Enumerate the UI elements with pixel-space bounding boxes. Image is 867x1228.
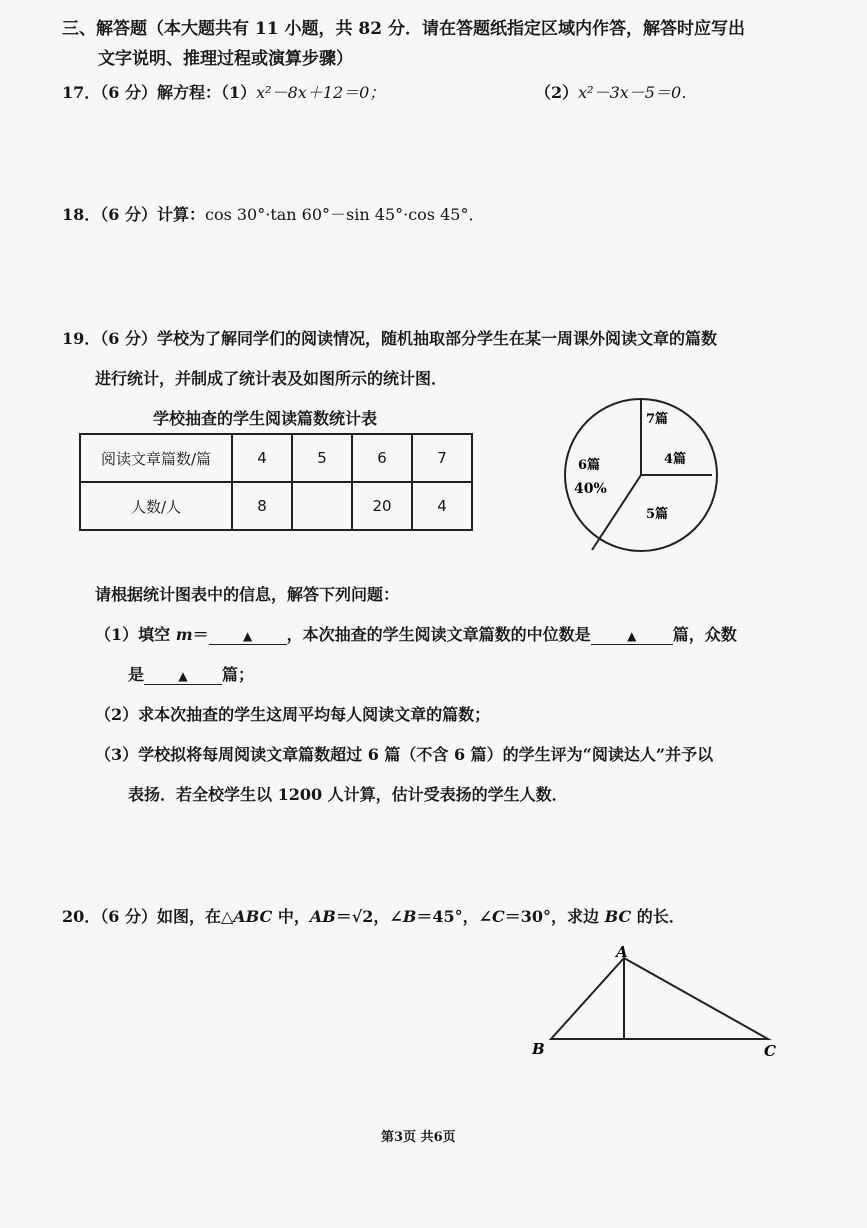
- pie-label-5: 5篇: [646, 507, 669, 522]
- q20-text-f: 的长．: [631, 907, 685, 926]
- page-footer: 第3页 共6页: [381, 1130, 456, 1145]
- q20-text-a: 20．（6 分）如图，在△: [62, 907, 234, 926]
- q20-text-e: ＝30°，求边: [504, 907, 605, 926]
- question-18-number: 18．（6 分）计算：: [62, 205, 205, 224]
- sub1-part-c: ，本次抽查的学生阅读文章篇数的中位数是: [286, 625, 591, 644]
- question-19-prompt: 请根据统计图表中的信息，解答下列问题：: [95, 585, 400, 604]
- question-19-sub3-line1: （3）学校拟将每周阅读文章篇数超过 6 篇（不含 6 篇）的学生评为“阅读达人”并予以: [95, 745, 714, 764]
- pie-label-7: 7篇: [646, 412, 669, 427]
- sub1-part-e: 是: [128, 665, 145, 684]
- answer-blank: [144, 665, 222, 685]
- table-cell: 4: [232, 434, 292, 482]
- sub1-part-f: 篇；: [222, 665, 255, 684]
- blank-triangle-mark: ▲: [243, 629, 253, 643]
- sub1-part-a: （1）填空: [95, 625, 176, 644]
- question-19-line1: 19．（6 分）学校为了解同学们的阅读情况，随机抽取部分学生在某一周课外阅读文章的篇数: [62, 329, 717, 348]
- table-row: [80, 434, 472, 482]
- section-heading-line2: 文字说明、推理过程或演算步骤）: [98, 49, 353, 69]
- sub1-variable-m: m: [175, 625, 193, 644]
- question-20: [62, 904, 685, 927]
- question-19-line2: 进行统计，并制成了统计表及如图所示的统计图．: [95, 369, 448, 388]
- pie-label-6: 6篇: [578, 458, 601, 473]
- question-17-part2-prefix: （2）: [535, 83, 579, 102]
- question-17-number: 17．（6 分）解方程：: [62, 83, 221, 102]
- sub1-part-d: 篇，众数: [672, 625, 737, 644]
- triangle-abc: [551, 958, 768, 1039]
- question-17-part2: [535, 80, 697, 103]
- pie-label-4: 4篇: [664, 452, 687, 467]
- answer-blank: [209, 625, 287, 645]
- pie-label-6-percent: 40%: [574, 481, 607, 497]
- vertex-label-b: B: [532, 1040, 545, 1058]
- question-18-expression: cos 30°·tan 60°－sin 45°·cos 45°．: [204, 205, 485, 224]
- table-cell: 20: [352, 482, 412, 530]
- q20-text-d: ＝45°，∠: [416, 907, 493, 926]
- table-row: [80, 482, 472, 530]
- q20-angle-b: B: [402, 907, 417, 926]
- vertex-label-a: A: [616, 943, 628, 961]
- q20-text-b: 中，: [272, 907, 310, 926]
- q20-segment-bc: BC: [604, 907, 632, 926]
- question-19-sub1: [95, 622, 737, 645]
- vertex-label-c: C: [764, 1042, 776, 1060]
- triangle-abc-figure: [520, 935, 790, 1065]
- q20-triangle-name: ABC: [233, 907, 273, 926]
- section-heading-line1: 三、解答题（本大题共有 11 小题，共 82 分．请在答题纸指定区域内作答，解答时应写出: [62, 19, 745, 39]
- sub1-part-b: ＝: [192, 625, 209, 644]
- question-19-sub2: （2）求本次抽查的学生这周平均每人阅读文章的篇数；: [95, 705, 491, 724]
- q20-text-c: ＝√2，∠: [335, 907, 403, 926]
- table-cell: 4: [412, 482, 472, 530]
- question-17-part1-equation: x²－8x＋12＝0；: [256, 83, 386, 102]
- question-18: [62, 202, 484, 225]
- reading-pie-chart: [556, 390, 726, 560]
- question-19-sub1-cont: [128, 662, 254, 685]
- q20-angle-c: C: [492, 907, 505, 926]
- table-cell: [292, 482, 352, 530]
- reading-stat-table: [79, 433, 473, 531]
- table-cell: 5: [292, 434, 352, 482]
- table-title: 学校抽查的学生阅读篇数统计表: [153, 409, 378, 428]
- q20-segment-ab: AB: [309, 907, 336, 926]
- answer-blank: [591, 625, 673, 645]
- question-17-part1-prefix: （1）: [220, 83, 257, 102]
- table-cell: 8: [232, 482, 292, 530]
- question-19-sub3-line2: 表扬．若全校学生以 1200 人计算，估计受表扬的学生人数．: [128, 785, 568, 804]
- blank-triangle-mark: ▲: [627, 629, 637, 643]
- question-17: [62, 80, 385, 103]
- blank-triangle-mark: ▲: [178, 669, 188, 683]
- table-cell: 6: [352, 434, 412, 482]
- table-cell: 人数/人: [80, 482, 232, 530]
- table-cell: 阅读文章篇数/篇: [80, 434, 232, 482]
- table-cell: 7: [412, 434, 472, 482]
- question-17-part2-equation: x²－3x－5＝0．: [578, 83, 698, 102]
